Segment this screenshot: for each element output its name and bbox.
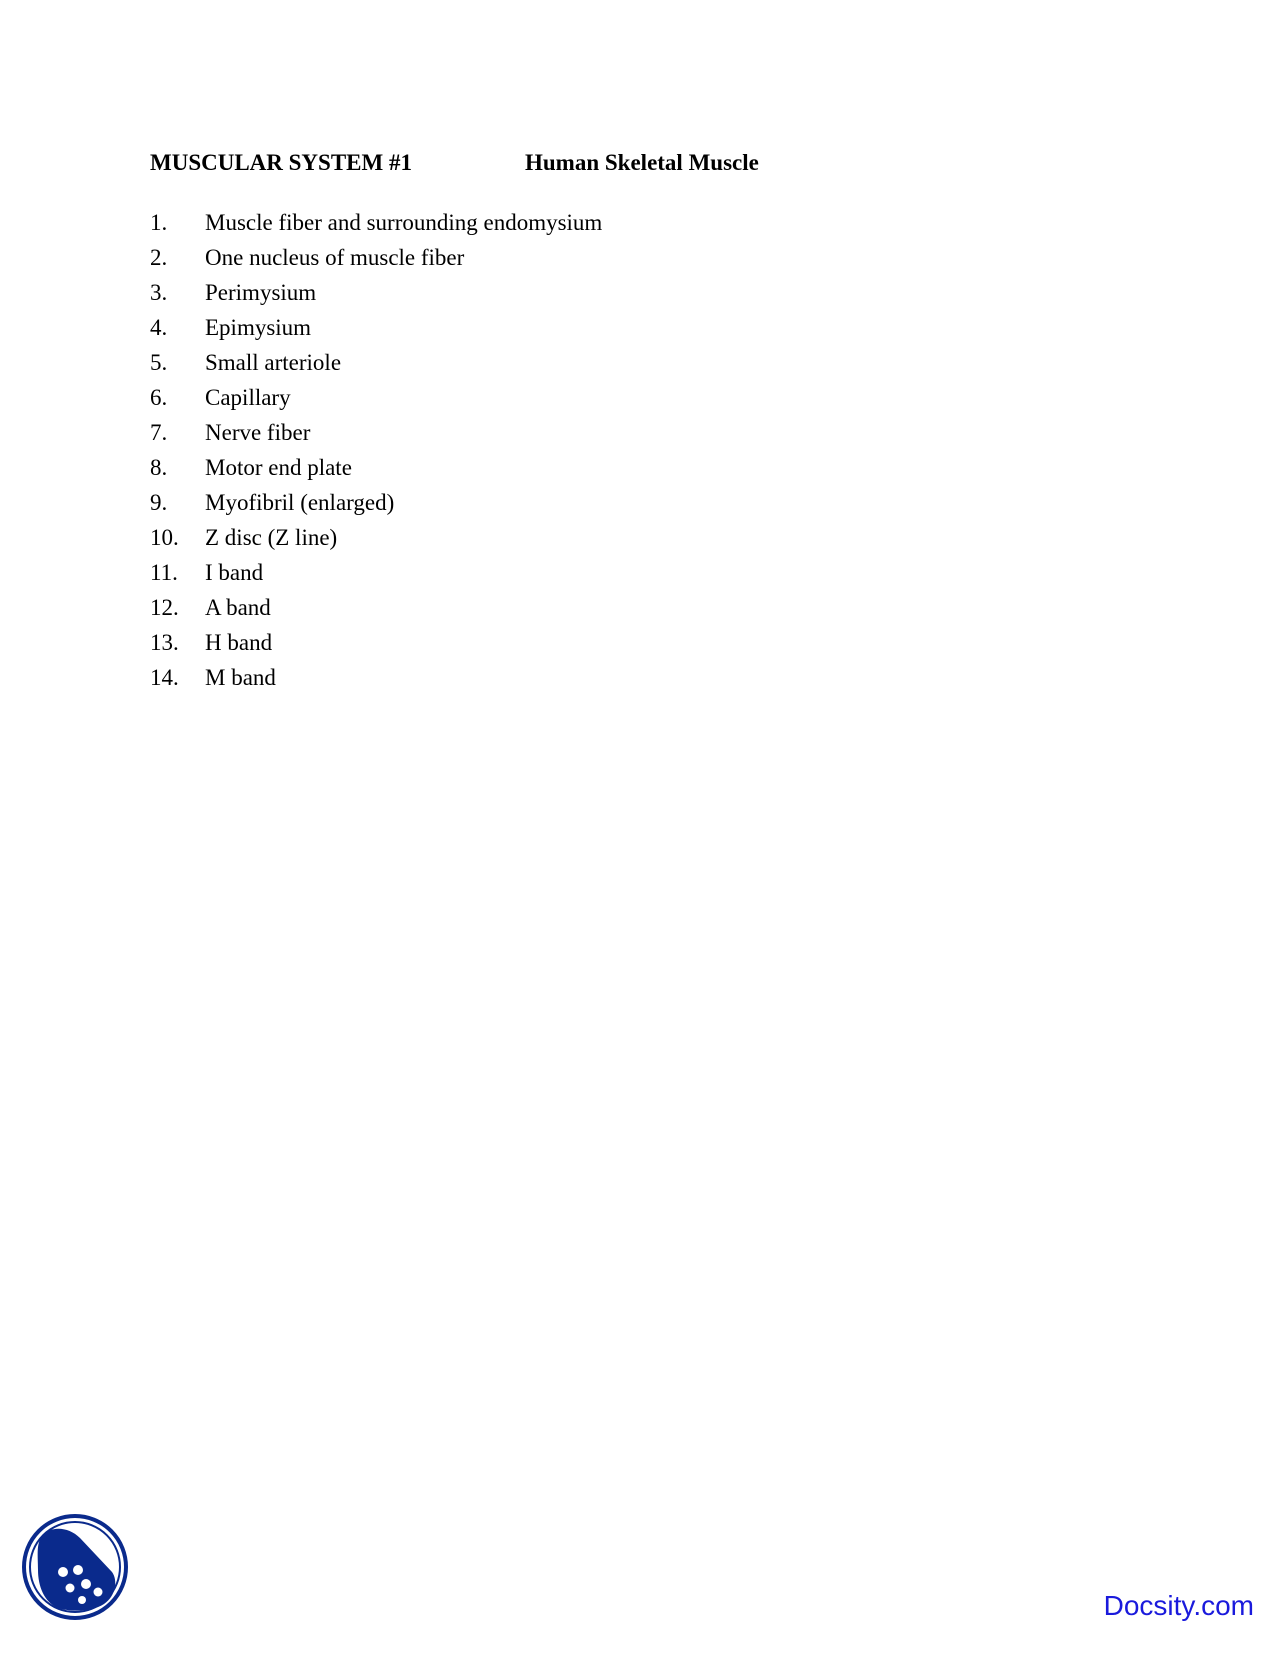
item-text: Perimysium	[205, 280, 317, 305]
item-number: 7.	[150, 420, 168, 445]
list-item	[150, 310, 602, 345]
item-number: 2.	[150, 245, 168, 270]
item-number: 9.	[150, 490, 168, 515]
docsity-logo-icon[interactable]	[20, 1512, 130, 1622]
docsity-brand-link[interactable]: Docsity.com	[1103, 1590, 1254, 1621]
item-text: Myofibril (enlarged)	[205, 490, 395, 515]
document-subtitle: Human Skeletal Muscle	[525, 150, 759, 175]
item-text: H band	[205, 630, 273, 655]
item-number: 13.	[150, 630, 179, 655]
list-item	[150, 275, 602, 310]
item-text: Motor end plate	[205, 455, 352, 480]
item-number: 8.	[150, 455, 168, 480]
list-item	[150, 345, 602, 380]
list-item	[150, 625, 602, 660]
item-number: 3.	[150, 280, 168, 305]
item-text: Epimysium	[205, 315, 312, 340]
list-item	[150, 520, 602, 555]
item-number: 1.	[150, 210, 168, 235]
item-text: One nucleus of muscle fiber	[205, 245, 465, 270]
list-item	[150, 555, 602, 590]
item-number: 5.	[150, 350, 168, 375]
item-number: 11.	[150, 560, 178, 585]
list-item	[150, 240, 602, 275]
item-text: A band	[205, 595, 271, 620]
item-text: M band	[205, 665, 276, 690]
document-title: MUSCULAR SYSTEM #1	[150, 150, 412, 175]
list-item	[150, 380, 602, 415]
list-item	[150, 660, 602, 695]
item-number: 14.	[150, 665, 179, 690]
list-item	[150, 590, 602, 625]
list-item	[150, 485, 602, 520]
item-text: Z disc (Z line)	[205, 525, 338, 550]
list-item	[150, 205, 602, 240]
item-text: Small arteriole	[205, 350, 342, 375]
item-text: Capillary	[205, 385, 291, 410]
item-number: 12.	[150, 595, 179, 620]
item-number: 4.	[150, 315, 168, 340]
list-item	[150, 450, 602, 485]
item-text: Muscle fiber and surrounding endomysium	[205, 210, 603, 235]
list-item	[150, 415, 602, 450]
label-list	[150, 205, 602, 695]
item-number: 6.	[150, 385, 168, 410]
item-number: 10.	[150, 525, 179, 550]
item-text: I band	[205, 560, 264, 585]
item-text: Nerve fiber	[205, 420, 311, 445]
